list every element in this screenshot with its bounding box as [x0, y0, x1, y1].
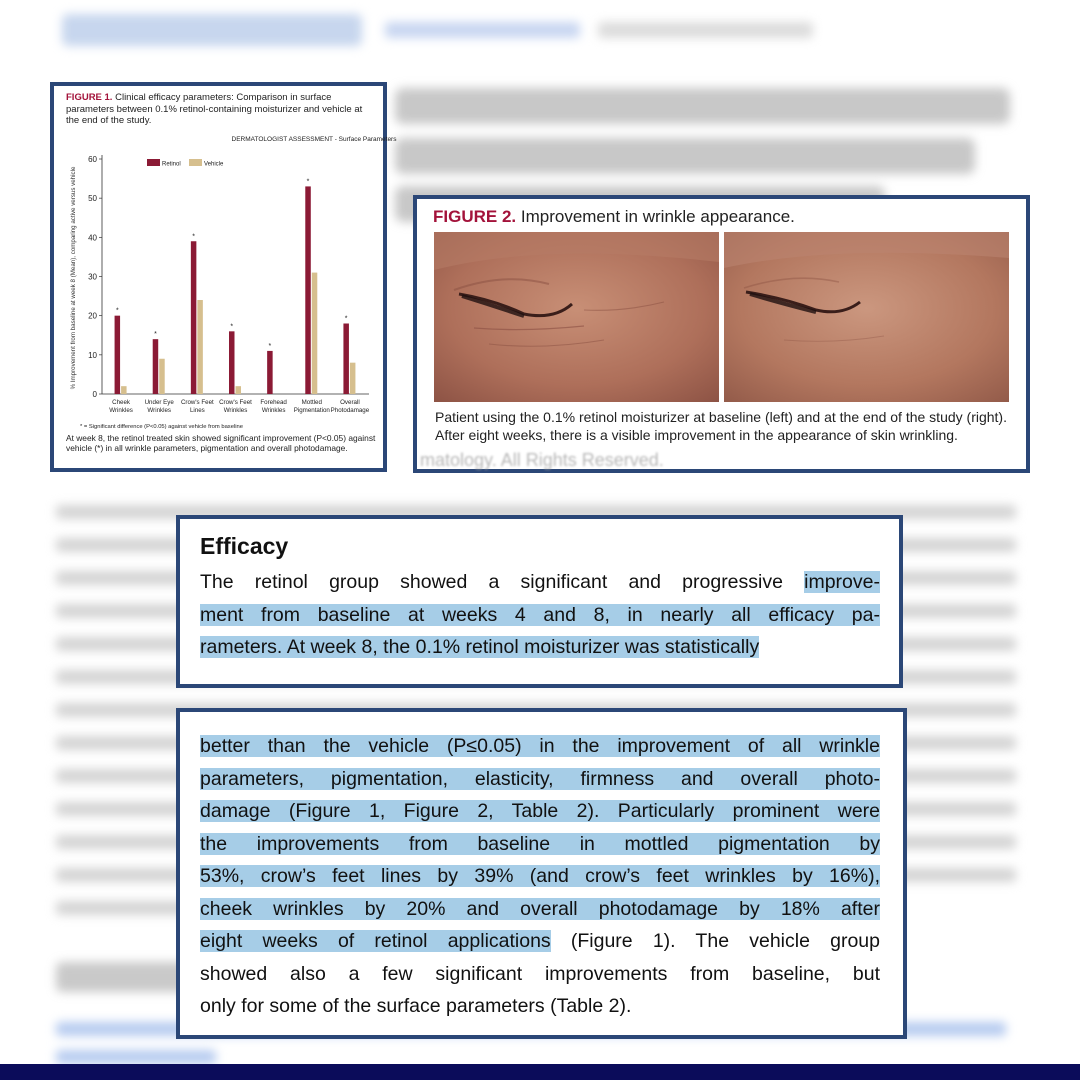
highlighted-text: cheek wrinkles by 20% and overall photodamage by 18% after	[200, 897, 880, 920]
bar-vehicle	[121, 386, 127, 394]
text-line	[200, 797, 880, 825]
bg-title-line	[395, 88, 1010, 124]
figure1-caption-label: FIGURE 1.	[66, 92, 113, 103]
y-tick-label: 10	[88, 350, 97, 360]
chart-significance-note: * = Significant difference (P<0.05) against vehicle from baseline	[80, 424, 243, 430]
y-tick-label: 40	[88, 233, 97, 243]
bar-vehicle	[350, 363, 356, 394]
bar-vehicle	[312, 273, 318, 394]
significance-star: *	[230, 323, 234, 331]
bg-section-heading	[56, 962, 196, 992]
plain-text: (Figure 1). The vehicle group	[550, 930, 880, 952]
category-label: Forehead	[260, 399, 287, 406]
figure1-panel	[50, 82, 397, 472]
text-line	[200, 601, 880, 629]
text-line	[200, 960, 880, 988]
chart-title: DERMATOLOGIST ASSESSMENT - Surface Parameters	[231, 136, 397, 143]
figure1-caption-text: Clinical efficacy parameters: Comparison in surface parameters between 0.1% retinol-containing moisturizer and vehicle at the end of the study.	[66, 92, 363, 126]
chart-bars	[115, 178, 356, 394]
bar-retinol	[191, 241, 197, 394]
category-label: Pigmentation	[293, 407, 330, 414]
category-label: Wrinkles	[261, 407, 286, 414]
efficacy-heading: Efficacy	[200, 533, 289, 559]
text-line	[200, 765, 880, 793]
bar-vehicle	[236, 386, 242, 394]
figure1-footnote: At week 8, the retinol treated skin showed significant improvement (P<0.05) against vehicle (*) in all wrinkle parameters, pigmentation and overall photodamage.	[66, 433, 376, 453]
bar-vehicle	[159, 359, 165, 394]
results-paragraph	[176, 708, 907, 1039]
y-tick-label: 50	[88, 194, 97, 204]
text-line	[200, 895, 880, 923]
legend-swatch-vehicle	[189, 159, 202, 166]
text-line	[200, 830, 880, 858]
text-line	[200, 633, 880, 661]
bar-retinol	[305, 186, 311, 394]
highlighted-text: ment from baseline at weeks 4 and 8, in nearly all efficacy pa-	[200, 603, 880, 626]
bar-vehicle	[197, 300, 203, 394]
text-line	[200, 992, 880, 1020]
highlighted-text: 53%, crow’s feet lines by 39% (and crow’s feet wrinkles by 16%),	[200, 865, 880, 887]
significance-star: *	[154, 331, 157, 339]
chart-legend	[147, 159, 224, 168]
category-label: Crow's Feet	[219, 399, 252, 406]
highlighted-text: the improvements from baseline in mottled pigmentation by	[200, 832, 880, 855]
significance-star: *	[344, 315, 348, 323]
significance-star: *	[192, 233, 195, 241]
figure2-caption-label: FIGURE 2.	[433, 207, 517, 226]
category-label: Lines	[189, 407, 205, 414]
week8-eye-photo	[724, 232, 1009, 402]
bar-retinol	[153, 339, 159, 394]
plain-text: The retinol group showed a significant and progressive	[200, 571, 805, 593]
text-line	[200, 862, 880, 890]
y-tick-label: 60	[88, 155, 97, 164]
text-line	[200, 732, 880, 760]
legend-label: Retinol	[162, 161, 181, 168]
significance-star: *	[268, 342, 272, 350]
figure2-description: Patient using the 0.1% retinol moisturizer at baseline (left) and at the end of the study (right). After eight weeks, there is a visible improvement in the appearance of skin wrinkling.	[435, 409, 1007, 443]
bg-link-line	[56, 1050, 216, 1064]
bg-title-line	[395, 138, 975, 174]
category-label: Overall	[340, 399, 360, 406]
bar-retinol	[267, 351, 273, 394]
bg-meta-text	[598, 22, 813, 38]
figure1-caption	[66, 92, 376, 127]
category-label: Wrinkles	[223, 407, 248, 414]
category-label: Under Eye	[144, 399, 174, 406]
y-tick-label: 20	[88, 311, 97, 321]
bg-author-link	[385, 22, 580, 38]
category-label: Photodamage	[330, 407, 370, 414]
significance-star: *	[115, 307, 119, 315]
category-label: Crow's Feet	[180, 399, 214, 406]
category-label: Cheek	[112, 399, 131, 406]
footer-bar	[0, 1064, 1080, 1080]
bar-retinol	[229, 331, 235, 394]
highlighted-text: parameters, pigmentation, elasticity, firmness and overall photo-	[200, 767, 880, 790]
plain-text: only for some of the surface parameters (Table 2).	[200, 995, 632, 1017]
highlighted-text: improve-	[804, 571, 880, 593]
category-label: Wrinkles	[147, 407, 172, 414]
y-tick-label: 0	[92, 390, 97, 399]
figure2-caption-text: Improvement in wrinkle appearance.	[520, 207, 795, 226]
chart-y-axis-label: % Improvement from baseline at week 8 (Mean), comparing active versus vehicle	[70, 166, 77, 390]
figure2-panel	[413, 195, 1030, 473]
y-tick-label: 30	[88, 272, 97, 282]
baseline-eye-photo	[434, 232, 719, 402]
highlighted-text: eight weeks of retinol applications	[200, 930, 551, 952]
bg-category-tag	[62, 14, 362, 46]
figure2-caption	[433, 207, 795, 227]
bar-retinol	[343, 324, 349, 395]
copyright-watermark: matology. All Rights Reserved.	[420, 450, 664, 470]
text-line	[200, 927, 880, 955]
text-line	[200, 568, 880, 596]
plain-text: showed also a few significant improvements from baseline, but	[200, 962, 880, 985]
highlighted-text: rameters. At week 8, the 0.1% retinol moisturizer was statistically	[200, 636, 760, 658]
bar-retinol	[115, 316, 121, 394]
significance-star: *	[306, 178, 310, 186]
figure1-bar-chart	[64, 126, 397, 431]
legend-swatch-retinol	[147, 159, 160, 166]
legend-label: Vehicle	[204, 161, 224, 168]
category-label: Mottled	[301, 399, 322, 406]
highlighted-text: better than the vehicle (P≤0.05) in the improvement of all wrinkle	[200, 735, 880, 757]
highlighted-text: damage (Figure 1, Figure 2, Table 2). Particularly prominent were	[200, 800, 880, 822]
chart-axes	[88, 155, 370, 414]
category-label: Wrinkles	[109, 407, 133, 414]
efficacy-section	[176, 515, 903, 688]
